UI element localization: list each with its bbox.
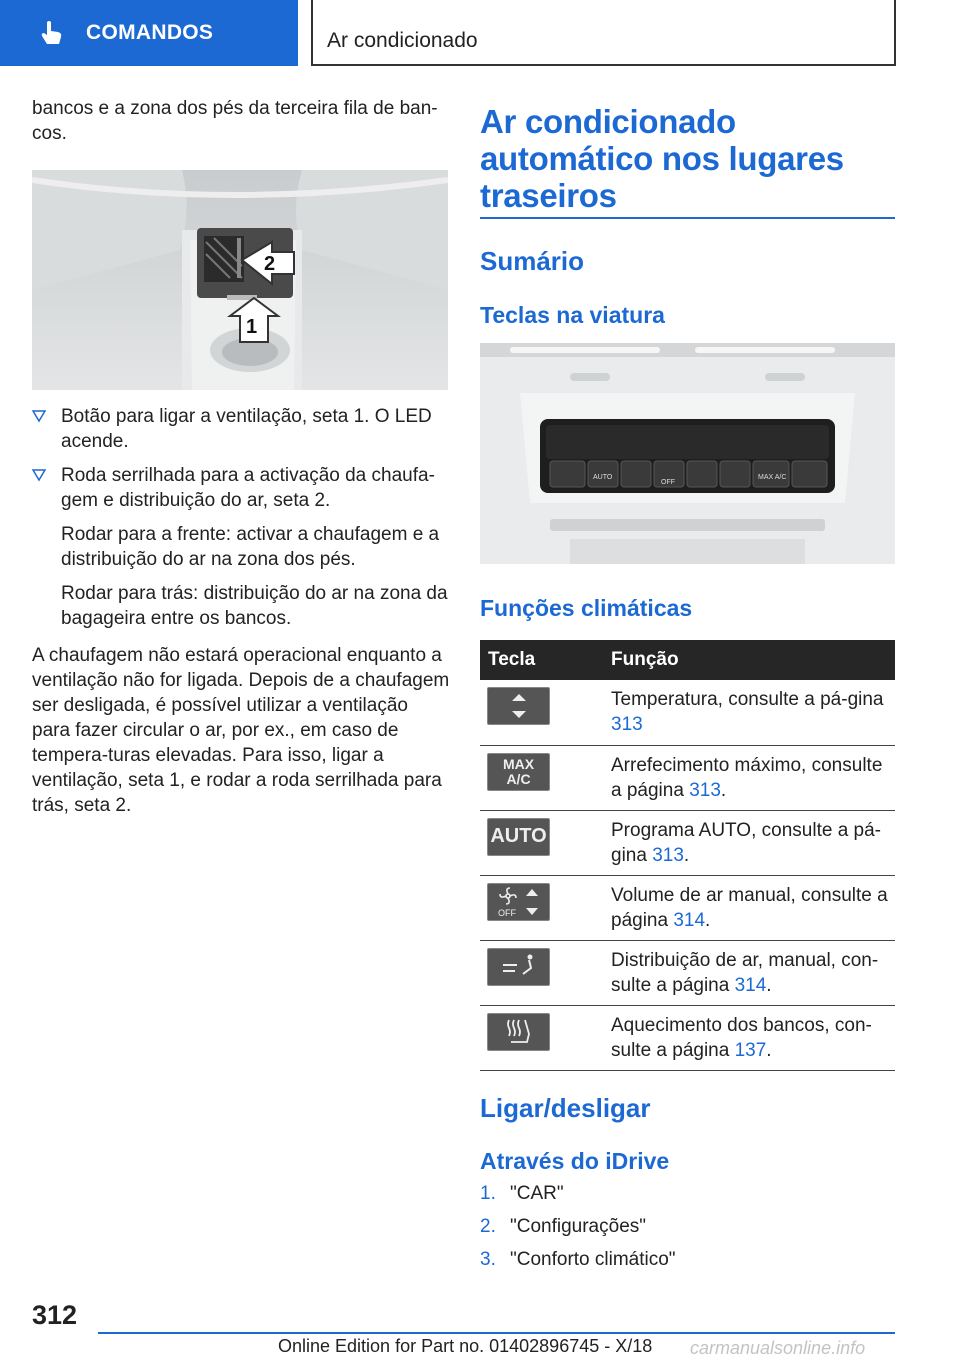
fan-off-icon xyxy=(487,883,550,921)
auto-icon: AUTO xyxy=(487,818,550,856)
heading-functions: Funções climáticas xyxy=(480,595,693,621)
climate-functions-table xyxy=(480,640,895,1071)
column-header-function: Função xyxy=(607,640,895,680)
intro-paragraph xyxy=(32,96,450,146)
section-tab-label: COMANDOS xyxy=(86,21,214,44)
list-item: 2. "Configurações" xyxy=(480,1216,647,1237)
chapter-header xyxy=(311,0,896,66)
table-row: Distribuição de ar, manual, con-sulte a página 314. xyxy=(480,940,895,1005)
panel-off-label: OFF xyxy=(661,479,675,486)
idrive-steps xyxy=(480,1181,895,1280)
page-link[interactable]: 313 xyxy=(689,779,721,801)
list-item: Roda serrilhada para a activação da chaufa-gem e distribuição do ar, seta 2. xyxy=(32,463,450,513)
footer-divider xyxy=(98,1332,895,1334)
page-link[interactable]: 313 xyxy=(652,844,684,866)
air-distribution-icon xyxy=(487,948,550,986)
list-item: 1. "CAR" xyxy=(480,1183,564,1204)
seat-heating-icon xyxy=(487,1013,550,1051)
triangle-bullet-icon xyxy=(32,468,46,482)
heading-idrive: Através do iDrive xyxy=(480,1148,670,1174)
intro-text: bancos e a zona dos pés da terceira fila de ban- cos. xyxy=(32,98,438,144)
page-link[interactable]: 314 xyxy=(673,909,706,931)
temperature-arrows-icon xyxy=(487,687,550,725)
heading-on-off: Ligar/desligar xyxy=(480,1093,651,1123)
chapter-title: Ar condicionado xyxy=(327,29,478,52)
table-row: OFF Volume de ar manual, consulte a página 314. xyxy=(480,875,895,940)
panel-auto-label: AUTO xyxy=(593,474,613,481)
bullet-list xyxy=(32,404,450,640)
title-divider xyxy=(480,217,895,219)
table-row: Temperatura, consulte a pá-gina 313 xyxy=(480,680,895,745)
section-tab[interactable] xyxy=(0,0,298,66)
heading-summary: Sumário xyxy=(480,246,585,276)
page-link[interactable]: 137 xyxy=(734,1039,767,1061)
rear-control-panel-figure xyxy=(480,343,895,564)
hand-pointer-icon xyxy=(38,19,66,47)
list-item: Botão para ligar a ventilação, seta 1. O LED acende. xyxy=(32,404,450,454)
max-ac-icon: MAX A/C xyxy=(487,753,550,791)
sub-paragraph: Rodar para trás: distribuição do ar na zona da bagageira entre os bancos. xyxy=(61,583,448,629)
page-number: 312 xyxy=(32,1300,78,1330)
list-item: 3. "Conforto climático" xyxy=(480,1249,676,1270)
figure-label-1: 1 xyxy=(246,316,258,338)
triangle-bullet-icon xyxy=(32,409,46,423)
table-row: MAX A/C Arrefecimento máximo, consulte a página 313. xyxy=(480,745,895,810)
watermark: carmanualsonline.info xyxy=(690,1338,866,1358)
page-link[interactable]: 314 xyxy=(734,974,767,996)
page-title: Ar condicionado automático nos lugares traseiros xyxy=(480,103,844,214)
closing-paragraph: A chaufagem não estará operacional enquanto a ventilação não for ligada. Depois de a chaufagem ser desligada, é possível utilizar a ventilação para fazer circular o ar, por ex., em caso de tempera-turas elevadas. Para isso, ligar a ventilação, seta 1, e rodar a roda serrilhada para trás, seta 2. xyxy=(32,645,450,816)
edition-note: Online Edition for Part no. 01402896745 - X/18 xyxy=(278,1336,653,1356)
column-header-key: Tecla xyxy=(480,640,607,680)
heading-keys: Teclas na viatura xyxy=(480,302,665,328)
page-link[interactable]: 313 xyxy=(611,714,643,735)
table-row: AUTO Programa AUTO, consulte a pá-gina 313. xyxy=(480,810,895,875)
table-row: Aquecimento dos bancos, con-sulte a página 137. xyxy=(480,1005,895,1070)
sub-paragraph: Rodar para a frente: activar a chaufagem e a distribuição do ar na zona dos pés. xyxy=(61,524,440,570)
panel-max-label: MAX A/C xyxy=(758,474,787,481)
rear-ventilation-figure xyxy=(32,170,448,390)
svg-text:OFF: OFF xyxy=(497,907,516,918)
figure-label-2: 2 xyxy=(264,253,276,275)
